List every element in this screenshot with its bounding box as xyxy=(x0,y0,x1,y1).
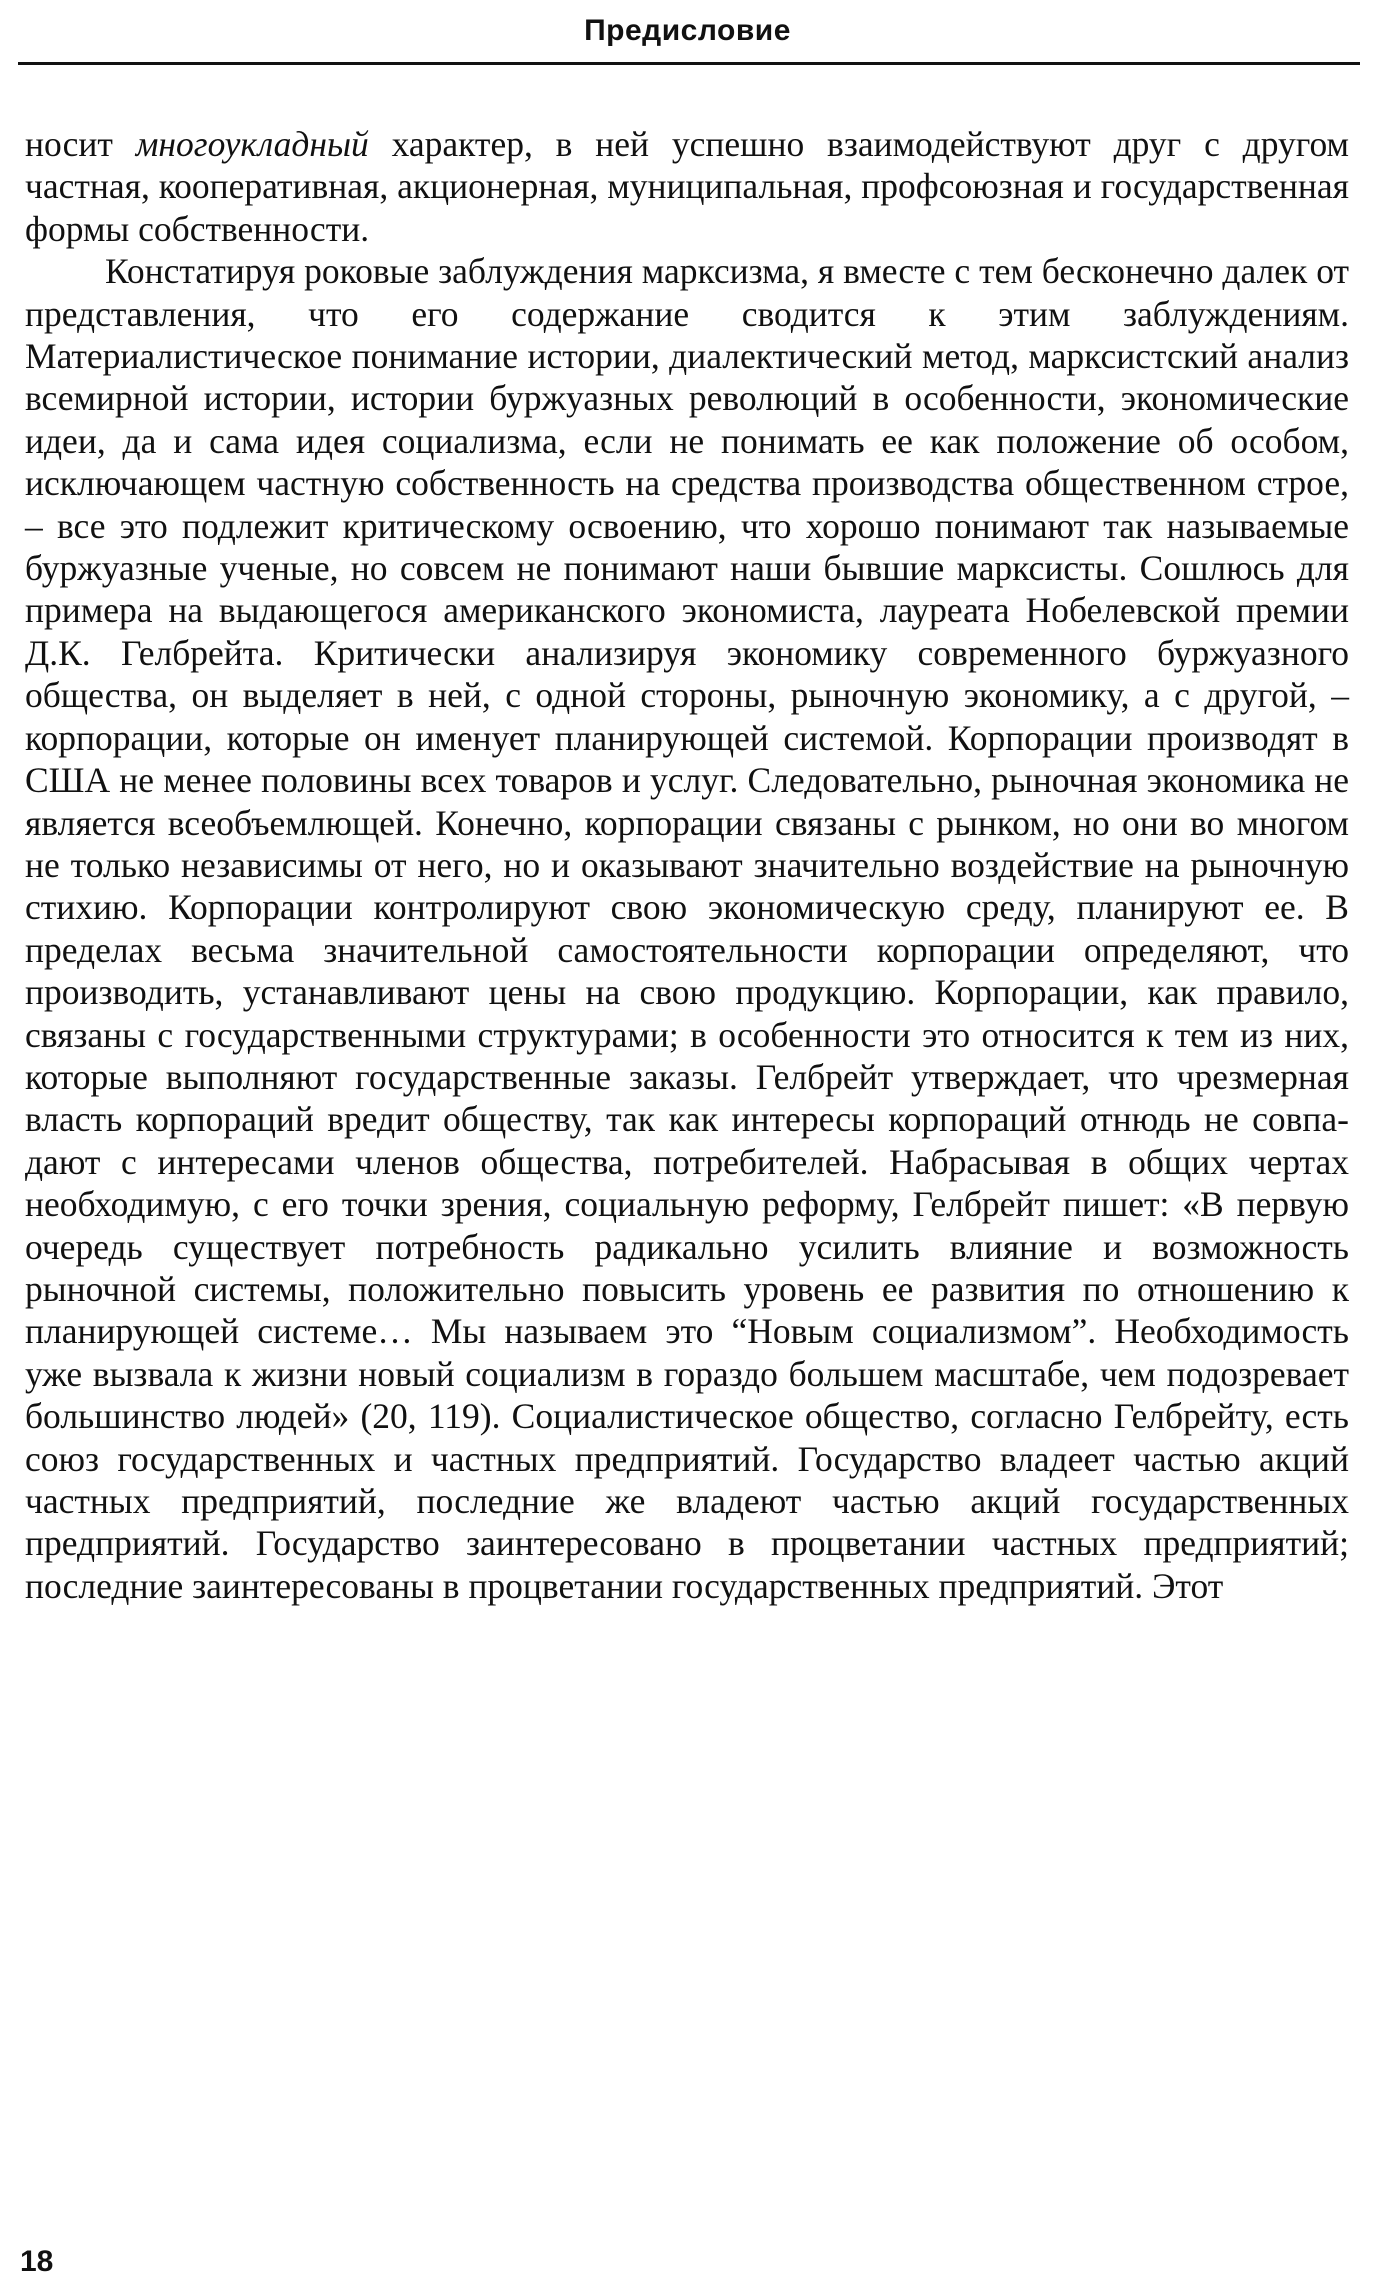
paragraph-text-start: носит xyxy=(25,124,136,164)
body-text xyxy=(25,123,1349,1607)
paragraph: Констатируя роковые заблуждения марксизма, я вместе с тем бесконечно далек от представления, что его содержание сводится к этим заблуждениям. Материалистическое понимание истории, диалектический метод, марксистский анализ всемирной истории, истории буржуазных революций в особенности, экономические идеи, да и сама идея социализма, если не понимать ее как положение об особом, исключающем частную собственность на средства производства общественном строе, – все это подлежит критическому освоению, что хорошо понимают так называемые буржуазные ученые, но совсем не понимают наши бывшие марксисты. Сошлюсь для примера на выдающегося американского экономиста, лауреата Нобелевской премии Д.К. Гелбрейта. Критически анализируя экономику современного буржуазного общества, он выделяет в ней, с одной стороны, рыночную экономику, а с другой, – корпорации, которые он именует планирующей системой. Корпорации производят в США не менее половины всех товаров и услуг. Следовательно, рыночная экономика не является всеобъемлющей. Конечно, корпорации связаны с рынком, но они во многом не только независимы от него, но и оказывают значительно воздействие на рыночную стихию. Корпорации контролируют свою экономическую среду, планируют ее. В пределах весьма значительной самостоятельности корпорации определяют, что производить, устанавливают цены на свою продукцию. Корпорации, как правило, связаны с государственными структурами; в особенности это относится к тем из них, которые выполняют государственные заказы. Гелбрейт утверждает, что чрезмерная власть корпораций вредит обществу, так как интересы корпораций отнюдь не совпадают с интересами членов общества, потребителей. Набрасывая в общих чертах необходимую, с его точки зрения, социальную реформу, Гелбрейт пишет: «В первую очередь существует потребность радикально усилить влияние и возможность рыночной системы, положительно повысить уровень ее развития по отношению к планирующей системе… Мы называем это “Новым социализмом”. Необходимость уже вызвала к жизни новый социализм в гораздо большем масштабе, чем подозревает большинство людей» (20, 119). Социалистическое общество, согласно Гелбрейту, есть союз государственных и частных предприятий. Государство владеет частью акций частных предприятий, последние же владеют частью акций государственных предприятий. Государство заинтересовано в процветании частных предприятий; последние заинтересованы в процветании государственных предприятий. Этот xyxy=(25,251,1349,1606)
italic-term: многоукладный xyxy=(135,124,369,164)
paragraph-continuation xyxy=(25,123,1349,250)
paragraph-text-end: характер, в ней успешно взаимодействуют друг с другом частная, кооперативная, акционерная, муниципальная, профсоюзная и государственная формы собственности. xyxy=(25,124,1349,249)
header-rule xyxy=(18,62,1360,65)
running-title: Предисловие xyxy=(584,14,791,47)
page-number: 18 xyxy=(20,2245,54,2278)
